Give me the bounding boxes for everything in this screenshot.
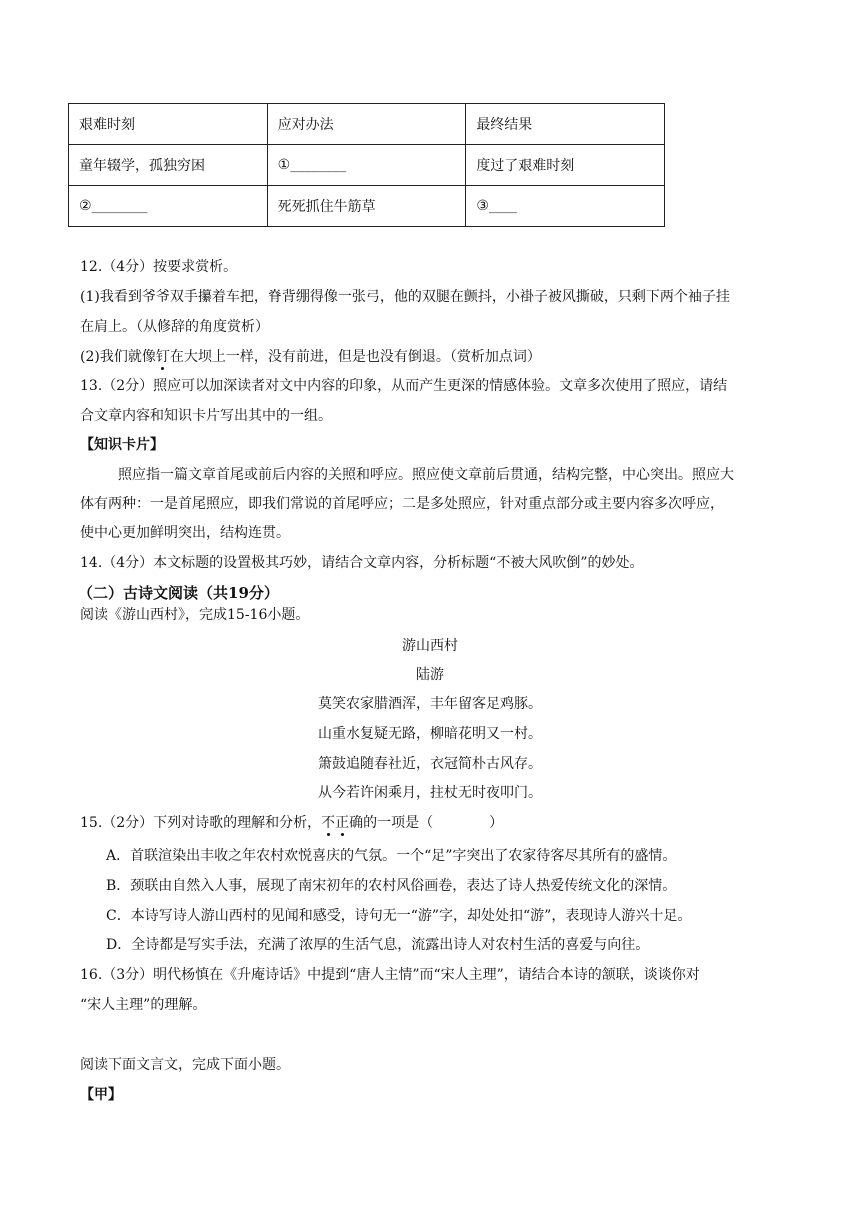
- table-header-cell: 最终结果: [466, 104, 665, 145]
- poem-title: 游山西村: [402, 638, 458, 654]
- table-header-cell: 应对办法: [267, 104, 466, 145]
- classical-label: 【甲】: [80, 1087, 122, 1103]
- q15-option-a: A．首联渲染出丰收之年农村欢悦喜庆的气氛。一个“足”字突出了农家待客尽其所有的盛情。: [106, 848, 677, 864]
- q14-line1: 14.（4分）本文标题的设置极其巧妙，请结合文章内容，分析标题“不被大风吹倒”的妙处。: [80, 555, 644, 571]
- emphasis-dot-word: 正: [335, 815, 350, 831]
- difficulty-table: [68, 103, 665, 227]
- table-row: [69, 145, 665, 186]
- q12-s2-pre: (2)我们就像: [80, 349, 156, 365]
- table-header-cell: 艰难时刻: [69, 104, 268, 145]
- q15-pre: 15.（2分）下列对诗歌的理解和分析，: [80, 815, 322, 831]
- table-cell: 童年辍学，孤独穷困: [69, 145, 268, 186]
- poem-author: 陆游: [416, 667, 444, 683]
- q12-s2-post: 在大坝上一样，没有前进，但是也没有倒退。（赏析加点词）: [169, 349, 541, 365]
- section2-heading: （二）古诗文阅读（共19分）: [78, 584, 279, 602]
- knowledge-card-line3: 使中心更加鲜明突出，结构连贯。: [80, 525, 290, 541]
- q12-sentence2: [80, 347, 541, 367]
- poem-line: 莫笑农家腊酒浑，丰年留客足鸡豚。: [318, 696, 542, 712]
- knowledge-card-title: 【知识卡片】: [80, 437, 164, 453]
- poem-line: 山重水复疑无路，柳暗花明又一村。: [318, 726, 542, 742]
- q15-stem: [80, 813, 503, 833]
- table-cell: 度过了艰难时刻: [466, 145, 665, 186]
- q15-option-c: C．本诗写诗人游山西村的见闻和感受，诗句无一“游”字，却处处扣“游”，表现诗人游兴十足。: [106, 908, 692, 924]
- table-cell: ③____: [466, 186, 665, 227]
- classical-intro: 阅读下面文言文，完成下面小题。: [80, 1057, 290, 1073]
- q12-title: 12.（4分）按要求赏析。: [80, 259, 238, 275]
- q16-line2: “宋人主理”的理解。: [80, 997, 207, 1013]
- knowledge-card-line1: 照应指一篇文章首尾或前后内容的关照和呼应。照应使文章前后贯通，结构完整，中心突出。照应大: [118, 467, 734, 483]
- q16-line1: 16.（3分）明代杨慎在《升庵诗话》中提到“唐人主情”而“宋人主理”，请结合本诗的颔联，谈谈你对: [80, 967, 700, 983]
- emphasis-dot-word: 不: [321, 815, 336, 831]
- q13-line1: 13.（2分）照应可以加深读者对文中内容的印象，从而产生更深的情感体验。文章多次使用了照应，请结: [80, 378, 728, 394]
- table-cell: ②________: [69, 186, 268, 227]
- table-cell: 死死抓住牛筋草: [267, 186, 466, 227]
- poem-line: 箫鼓追随春社近，衣冠简朴古风存。: [318, 756, 542, 772]
- section2-intro: 阅读《游山西村》，完成15-16小题。: [80, 607, 310, 623]
- knowledge-card-line2: 体有两种：一是首尾照应，即我们常说的首尾呼应；二是多处照应，针对重点部分或主要内容多次呼应，: [80, 496, 724, 512]
- q13-line2: 合文章内容和知识卡片写出其中的一组。: [80, 408, 332, 424]
- q15-post: 确的一项是（ ）: [349, 815, 504, 831]
- poem-line: 从今若许闲乘月，拄杖无时夜叩门。: [318, 785, 542, 801]
- table-cell: ①________: [267, 145, 466, 186]
- q12-sentence1-line2: 在肩上。（从修辞的角度赏析）: [80, 319, 269, 335]
- table-row: [69, 186, 665, 227]
- q15-option-b: B．颈联由自然入人事，展现了南宋初年的农村风俗画卷，表达了诗人热爱传统文化的深情。: [106, 878, 677, 894]
- emphasis-dot-word: 钉: [155, 349, 170, 365]
- q15-option-d: D．全诗都是写实手法，充满了浓厚的生活气息，流露出诗人对农村生活的喜爱与向往。: [106, 937, 650, 953]
- q12-sentence1-line1: (1)我看到爷爷双手攥着车把，脊背绷得像一张弓，他的双腿在颤抖，小褂子被风撕破，只剩下两个袖子挂: [80, 289, 730, 305]
- table-row: [69, 104, 665, 145]
